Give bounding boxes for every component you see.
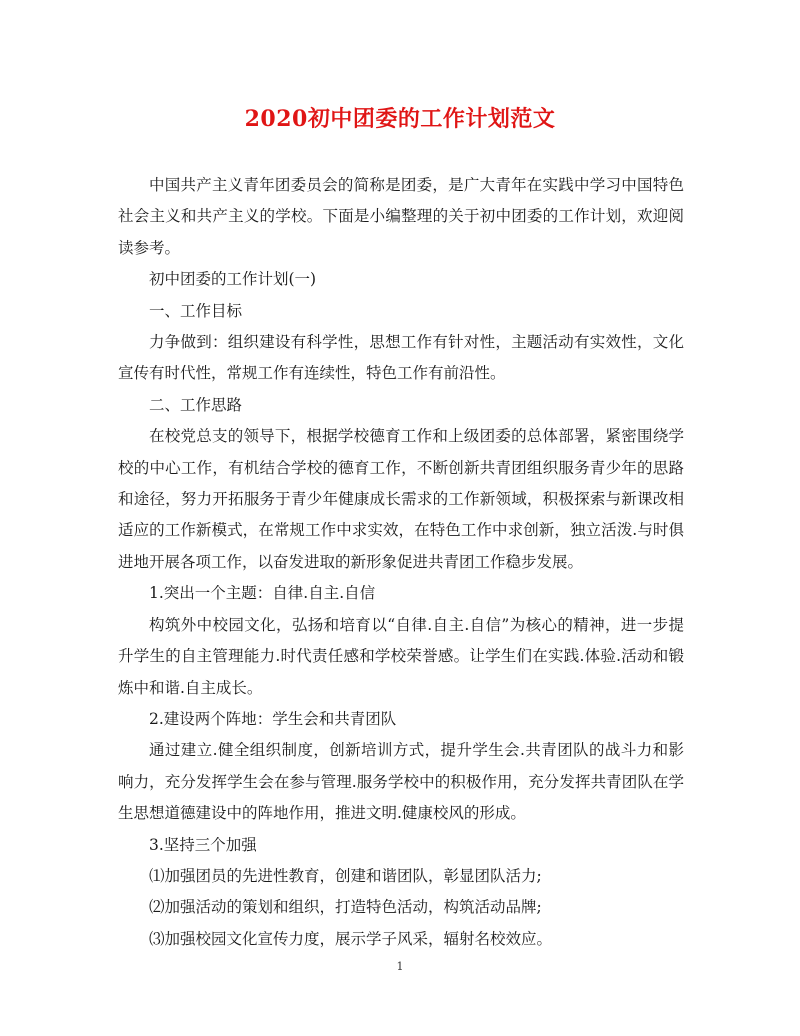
item-paragraph-2: 通过建立.健全组织制度，创新培训方式，提升学生会.共青团队的战斗力和影响力，充分发挥学生会在参与管理.服务学校中的积极作用，充分发挥共青团队在学生思想道德建设中的阵地作用，推进文明.健康校风的形成。 bbox=[118, 741, 684, 823]
item-heading-3: 3.坚持三个加强 bbox=[149, 835, 257, 854]
section-heading-goals: 一、工作目标 bbox=[149, 301, 243, 320]
list-item: ⑶加强校园文化宣传力度，展示学子风采，辐射名校效应。 bbox=[149, 929, 553, 948]
item-heading-2: 2.建设两个阵地：学生会和共青团队 bbox=[149, 709, 397, 728]
list-item: ⑵加强活动的策划和组织，打造特色活动，构筑活动品牌; bbox=[149, 898, 542, 917]
intro-paragraph: 中国共产主义青年团委员会的简称是团委，是广大青年在实践中学习中国特色社会主义和共产主义的学校。下面是小编整理的关于初中团委的工作计划，欢迎阅读参考。 bbox=[118, 176, 684, 257]
approach-paragraph: 在校党总支的领导下，根据学校德育工作和上级团委的总体部署，紧密围绕学校的中心工作，有机结合学校的德育工作，不断创新共青团组织服务青少年的思路和途径，努力开拓服务于青少年健康成长需求的工作新领域，积极探索与新课改相适应的工作新模式，在常规工作中求实效，在特色工作中求创新，独立活泼.与时俱进地开展各项工作，以奋发进取的新形象促进共青团工作稳步发展。 bbox=[118, 427, 684, 571]
page-number: 1 bbox=[396, 960, 404, 973]
document-body bbox=[118, 170, 684, 955]
list-item: ⑴加强团员的先进性教育，创建和谐团队，彰显团队活力; bbox=[149, 866, 542, 885]
document-title: 2020初中团委的工作计划范文 bbox=[244, 106, 556, 132]
goals-paragraph: 力争做到：组织建设有科学性，思想工作有针对性，主题活动有实效性，文化宣传有时代性，常规工作有连续性，特色工作有前沿性。 bbox=[118, 333, 684, 383]
item-heading-1: 1.突出一个主题：自律.自主.自信 bbox=[149, 584, 376, 603]
plan-heading: 初中团委的工作计划(一) bbox=[149, 270, 317, 289]
section-heading-approach: 二、工作思路 bbox=[149, 395, 243, 414]
item-paragraph-1: 构筑外中校园文化，弘扬和培育以“自律.自主.自信”为核心的精神，进一步提升学生的自主管理能力.时代责任感和学校荣誉感。让学生们在实践.体验.活动和锻炼中和谐.自主成长。 bbox=[118, 615, 684, 697]
